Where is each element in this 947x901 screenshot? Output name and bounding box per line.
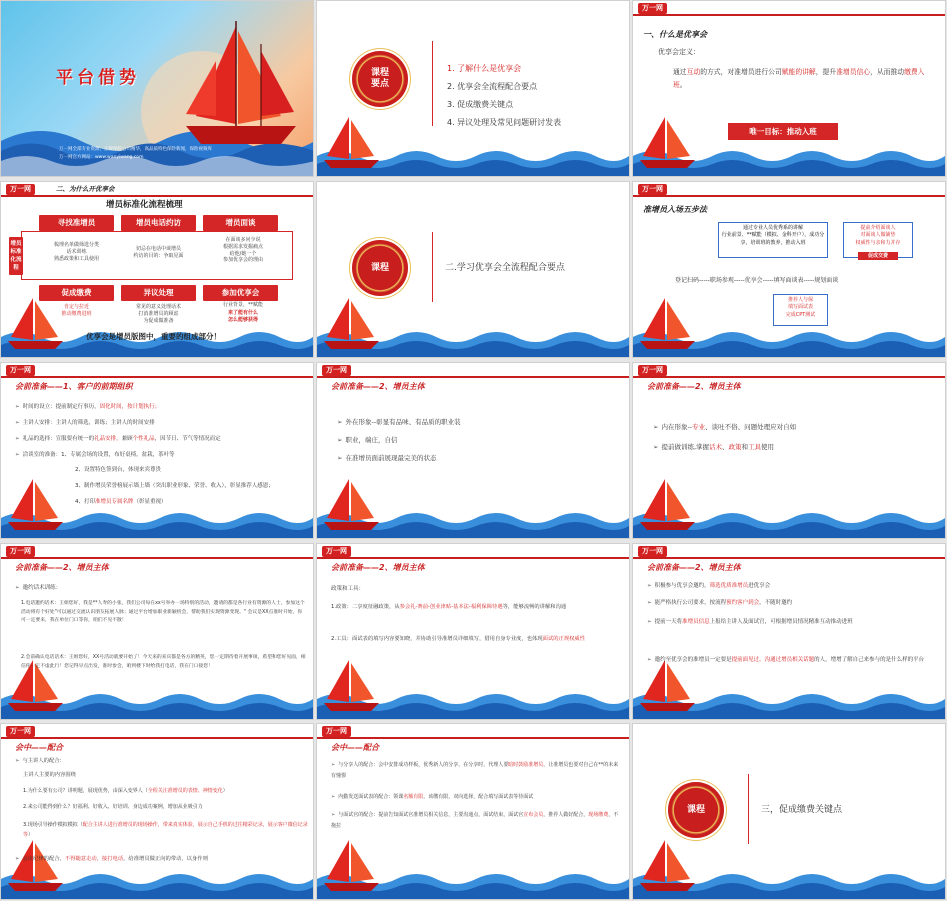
def-highlight: 缴费入班	[673, 68, 925, 89]
ship-icon	[319, 112, 389, 172]
form-box: 推荐人与保 填写面试表 完成CPT测试	[773, 294, 828, 326]
bullet-appearance: ➢ 外在形象--彰显有品味、有品质的职业装	[337, 418, 461, 428]
brand-logo: 万一网	[638, 184, 667, 195]
bullet-professional: ➢ 职业，端庄，自信	[337, 436, 397, 446]
section-heading: 二、为什么开优享会	[56, 185, 115, 193]
def-highlight: 赋能的讲解	[781, 68, 816, 76]
text: 、谈吐不俗、问题处理应对自如	[705, 423, 797, 431]
text: 等，能够流畅的讲解和沟通	[502, 604, 567, 610]
desc-find: 梳理名单做筛选分类 话术训练 熟悉政策和工具使用	[53, 242, 99, 262]
policy-tools-title: 政策和工具：	[331, 586, 365, 592]
highlight: 准增员信息	[682, 619, 710, 625]
definition-label: 优享会定义：	[658, 48, 700, 56]
highlight: 礼品安排，	[94, 436, 122, 442]
brand-logo: 万一网	[638, 3, 667, 14]
section-heading: 会前准备——2、增员主体	[331, 563, 425, 572]
brand-logo: 万一网	[6, 365, 35, 376]
header-rule	[1, 195, 313, 197]
text: 兼顾	[121, 436, 133, 442]
course-badge: 课程	[352, 240, 408, 296]
script-training-title: ➢ 邀约话术训练：	[15, 584, 61, 592]
slide-10-thumbnail[interactable]	[0, 543, 314, 720]
highlight: 现场缴费	[588, 812, 609, 818]
policy-text	[331, 602, 616, 612]
point-1: 1. 了解什么是优享会	[447, 64, 522, 73]
text: 会议纪律的配合，	[22, 856, 65, 862]
topic-2: 2.来公司能得到什么？好福利、好收入、好培训、身边成功案例，增加从业吸引力	[23, 804, 203, 810]
slide-15-thumbnail[interactable]	[632, 723, 946, 900]
bullet-report	[647, 616, 937, 628]
header-rule	[633, 557, 945, 559]
text: ，该缴有限，双向选择，配合填写面试表等待面试	[423, 794, 534, 800]
topic-3	[23, 820, 308, 840]
slide-header	[633, 182, 945, 196]
slide-4-thumbnail[interactable]	[0, 181, 314, 358]
course-points-badge: 课程 要点	[352, 51, 408, 107]
cover-subtitle: 万一网全部专业资源，正规保险公司精华，高品质特色保险新闻，保险视频库	[59, 147, 212, 152]
bullet-prescreen	[647, 654, 937, 666]
header-rule	[317, 557, 629, 559]
text: 上报给主讲人及面试官，可根据增员情况精准互动推动进班	[709, 619, 853, 625]
bullet-speaker: ➢ 主讲人安排：主讲人的筛选，训练；主讲人的时间安排	[15, 419, 155, 427]
step-call: 增员电话约访	[121, 215, 196, 231]
slide-header	[1, 544, 313, 558]
flow-line: 登记扫码-----职场参观-----优享会-----填写面谈表-----规划面谈	[675, 277, 839, 284]
ship-icon	[635, 474, 705, 534]
step-objection: 异议处理	[121, 285, 196, 301]
explanation-box: 通过专业人员优秀系的讲解 行业前景、**赋能（模拟、金科开户），成功分享，培训班的教养，推动入班	[718, 222, 828, 258]
room-item-2: 2、设置特色签到台，体现来宾尊贵	[75, 467, 162, 473]
highlight: 预约客户到会	[726, 600, 760, 606]
section-heading: 会前准备——2、增员主体	[15, 563, 109, 572]
slide-header	[633, 363, 945, 377]
highlight: 配合主讲人进行准增员的现场操作，带来真实体验，展示自己手机的过往精彩记录，展示客户微信记录等	[23, 822, 308, 838]
highlight: 个性礼品	[132, 436, 155, 442]
def-part: 。	[679, 80, 687, 89]
divider	[432, 41, 433, 126]
sailboat-icon	[176, 16, 306, 151]
bullet-gift	[15, 435, 221, 443]
slide-header	[1, 724, 313, 738]
section-heading: 会前准备——2、增员主体	[647, 563, 741, 572]
section-title: 二.学习优享会全流程配合要点	[445, 263, 565, 273]
header-rule	[633, 195, 945, 197]
def-part: ，从而推动	[870, 68, 905, 76]
section-heading: 准增员入场五步法	[643, 205, 707, 214]
text: 与面试官的配合：提前告知面试官准增员相关信息，主要沟通点，面试结束，面试官	[338, 812, 524, 818]
process-side-label: 增员标准化流程	[9, 237, 23, 275]
highlight: 宣布会员	[523, 812, 544, 818]
interviewer-coop	[331, 810, 623, 831]
room-item-4	[75, 499, 167, 507]
tools-text	[331, 634, 616, 644]
bullet-training	[653, 443, 774, 453]
highlight: 准增员专属名牌	[95, 499, 134, 505]
text: ，不拖拉	[331, 812, 619, 829]
text: 邀约至优享会的准增员一定要是	[654, 657, 732, 663]
section-heading: 会前准备——2、增员主体	[647, 382, 741, 391]
divider	[748, 774, 749, 844]
slide-13-thumbnail[interactable]	[0, 723, 314, 900]
desc-payment: 肯定与拉近 推动缴费进班	[61, 304, 92, 317]
text: ，不随时邀约	[759, 600, 793, 606]
text: 时间的设立：提前制定行事历，	[22, 404, 100, 410]
slide-header	[1, 182, 313, 196]
bullet-invite	[647, 582, 770, 590]
text: ，因节日、节气等情况而定	[154, 436, 221, 442]
slide-9-thumbnail[interactable]	[632, 362, 946, 539]
confirm-call-script: 2.会前确认电话话术：王姐您好，XX号活动就要开始了！今天来的来宾都是各方的精英，您一定期待着开展事项，希望和您好见面，相信你一定不虚此行！您记得早点出发，准时参会，咱到楼下时给我打电话，我在门口接您！	[21, 655, 306, 669]
definition-text	[673, 66, 933, 92]
slide-1-thumbnail[interactable]	[0, 0, 314, 177]
slide-8-thumbnail[interactable]	[316, 362, 630, 539]
desc-call: 切忌在电话中谈增员 约访的目的：争取见面	[133, 246, 184, 259]
text: 积极参与优享会邀约，	[654, 583, 710, 589]
step-attend: 参加优享会	[203, 285, 278, 301]
text: ，让准增员也要对自己在**的未来有憧憬	[331, 762, 619, 779]
desc-attend-b: 来了能有什么 怎么能够获得	[227, 310, 258, 323]
slide-7-thumbnail[interactable]	[0, 362, 314, 539]
text: 能严格执行公司要求，按流程	[654, 600, 727, 606]
text: ）	[28, 832, 34, 838]
process-footer: 优享会是增员版图中，重要的组成部分！	[86, 332, 221, 341]
bullet-time	[15, 403, 160, 411]
highlight: 不得随意走动，接打电话	[64, 856, 124, 862]
slide-3-thumbnail[interactable]	[632, 0, 946, 177]
brand-logo: 万一网	[638, 546, 667, 557]
brand-logo: 万一网	[322, 726, 351, 737]
staff-coop	[331, 792, 623, 803]
step-find: 寻找准增员	[39, 215, 114, 231]
discipline-coop	[15, 856, 208, 864]
text: ，给准增员做正向的带动，以身作则	[123, 856, 208, 862]
text: 3.现场引导操作模拟模拟（	[23, 822, 83, 828]
cover-title: 平台借势	[56, 68, 140, 88]
highlight: 筛选优质准增员	[709, 583, 749, 589]
slide-header	[317, 363, 629, 377]
text: ）	[222, 788, 228, 794]
def-part: 通过	[673, 68, 687, 76]
text: 、	[722, 443, 729, 451]
section-title: 三，促成缴费关键点	[761, 805, 843, 815]
text: 使用	[761, 443, 775, 451]
slide-header	[317, 724, 629, 738]
phone-invite-script: 1.电话邀约话术：王姐您好，我是**人寿的小张，我们公司每在xx号举办一场特别的活动，邀请的都是各行业有资源的人士，参加这个活动将有个好处"可以通过交流认识朋友拓展人脉；通过平台增加职业新颖机会，帮助我们实现资源变现。" 会议是XX点准时开始，你可一定要来，我在单位门口等你，咱们不见不散！	[21, 601, 305, 624]
text: 4、打印	[75, 499, 95, 505]
speaker-topics: 主讲人主要的内容围绕	[23, 772, 76, 778]
desc-objection: 常见的意义处理话术 打消准增员的顾虑 为促成做准备	[135, 304, 181, 324]
step-payment: 促成缴费	[39, 285, 114, 301]
ship-icon	[635, 112, 705, 172]
point-4: 4. 异议处理及常见问题研讨发表	[447, 118, 562, 127]
header-rule	[1, 737, 313, 739]
slide-header	[633, 1, 945, 15]
slide-11-thumbnail[interactable]	[316, 543, 630, 720]
text: 1.为什么要有公司？讲明题，展现优势，由深入变界人（	[23, 788, 148, 794]
promote-tag: 促成交费	[858, 252, 898, 260]
highlight: 工具	[748, 443, 762, 451]
goal-banner: 唯一目标：推动入班	[728, 123, 838, 140]
text: 内勤发送面试表的配合：领课	[338, 794, 404, 800]
highlight: 参会礼-赛前-创业津贴-基本法-福利保障待遇	[399, 604, 503, 610]
highlight: 专业	[692, 423, 706, 431]
text: 1.政策：二享度征融政策，从	[331, 604, 400, 610]
slide-header	[317, 544, 629, 558]
bullet-room: ➢ 洽谈室的准备：1、专属会场的设置，布好桌椅，盆栽，茶叶等	[15, 451, 175, 459]
slide-12-thumbnail[interactable]	[632, 543, 946, 720]
header-rule	[633, 14, 945, 16]
desc-interview: 在面谈多问少说 根据需求发掘痛点 给他/她一个 参加优享会的理由	[222, 237, 263, 264]
brand-logo: 万一网	[322, 365, 351, 376]
header-rule	[1, 376, 313, 378]
topic-1	[23, 788, 308, 795]
room-item-3: 3、制作增员荣誉榜展示墙上墙（突出职业形象、荣誉、收入），彰显推荐人感恩；	[75, 483, 274, 489]
header-rule	[317, 376, 629, 378]
def-highlight: 互动	[686, 68, 701, 76]
section-heading: 会中——配合	[331, 743, 379, 752]
slide-header	[1, 363, 313, 377]
text: 2.工具：面试表的填写内容要知晓，并协助引导准增员详细填写，借用自身专业度，也体现	[331, 636, 543, 642]
slide-6-thumbnail[interactable]	[632, 181, 946, 358]
course-badge: 课程	[668, 782, 724, 838]
slide-14-thumbnail[interactable]	[316, 723, 630, 900]
slide-5-thumbnail[interactable]	[316, 181, 630, 358]
highlight: 名额有限	[403, 794, 424, 800]
highlight: 政策	[728, 443, 742, 451]
divider	[432, 232, 433, 302]
ship-icon	[3, 293, 73, 353]
speaker-coop: ➢ 与主讲人的配合：	[15, 758, 65, 766]
point-2: 2. 优享会全流程配合要点	[447, 82, 538, 91]
text: 与分享人的配合：会中安排成功样板，优秀新人的分享，在分享时，代理人要	[338, 762, 509, 768]
header-rule	[1, 557, 313, 559]
header-rule	[633, 376, 945, 378]
text: 和	[741, 443, 749, 451]
text: 提前做训练,掌握	[661, 443, 710, 451]
ship-icon	[319, 293, 389, 353]
def-highlight: 准增员信心	[836, 68, 871, 76]
step-interview: 增员面谈	[203, 215, 278, 231]
highlight: 固化时间，按计划执行；	[99, 404, 161, 410]
ship-icon	[3, 474, 73, 534]
ship-icon	[635, 293, 705, 353]
sharer-coop	[331, 760, 623, 781]
slide-header	[633, 544, 945, 558]
slide-2-thumbnail[interactable]	[316, 0, 630, 177]
desc-attend-a: 行业背景，**赋能	[222, 302, 263, 308]
bullet-inner-image	[653, 423, 796, 433]
header-rule	[317, 737, 629, 739]
text: ，推荐人做好配合，	[543, 812, 589, 818]
text: 提前一天将	[654, 619, 683, 625]
ship-icon	[3, 835, 73, 895]
text: 内在形象--	[661, 423, 693, 431]
ship-icon	[319, 835, 389, 895]
highlight: 话术	[709, 443, 723, 451]
ship-icon	[635, 835, 705, 895]
cover-url: 万一网官方网站：www.wanyiwang.com	[59, 155, 144, 160]
text: 的人，增增了解自己来参与的是什么样的平台	[814, 657, 925, 663]
brand-logo: 万一网	[6, 546, 35, 557]
process-title: 增员标准化流程梳理	[106, 200, 183, 210]
highlight: 暗时鼓励准增员	[508, 762, 544, 768]
text: （彰显重视）	[133, 499, 167, 505]
introduce-box: 提前介绍面谈人 对面谈人做铺垫 权威性与亲和力并存	[843, 222, 913, 258]
section-heading: 一、什么是优享会	[643, 30, 707, 39]
section-heading: 会前准备——1、客户的前期组织	[15, 382, 133, 391]
section-heading: 会前准备——2、增员主体	[331, 382, 425, 391]
brand-logo: 万一网	[322, 546, 351, 557]
highlight: 提前面见过，沟通过增员相关话题	[731, 657, 815, 663]
ship-icon	[319, 655, 389, 715]
def-part: ，提升	[815, 68, 837, 76]
def-part: 的方式，对准增员进行公司	[700, 68, 782, 76]
bullet-process	[647, 599, 792, 607]
text: 礼品的选择：宣服要有统一的	[22, 436, 95, 442]
bullet-perfect-state: ➢ 在准增员面前展现最完美的状态	[337, 454, 436, 464]
brand-logo: 万一网	[6, 726, 35, 737]
ship-icon	[319, 474, 389, 534]
brand-logo: 万一网	[638, 365, 667, 376]
highlight: 全程关注准增员的表情、神情变化	[147, 788, 223, 794]
brand-logo: 万一网	[6, 184, 35, 195]
highlight: 面试的正规权威性	[542, 636, 586, 642]
text: 进优享会	[748, 583, 771, 589]
point-3: 3. 促成缴费关键点	[447, 100, 514, 109]
section-heading: 会中——配合	[15, 743, 63, 752]
